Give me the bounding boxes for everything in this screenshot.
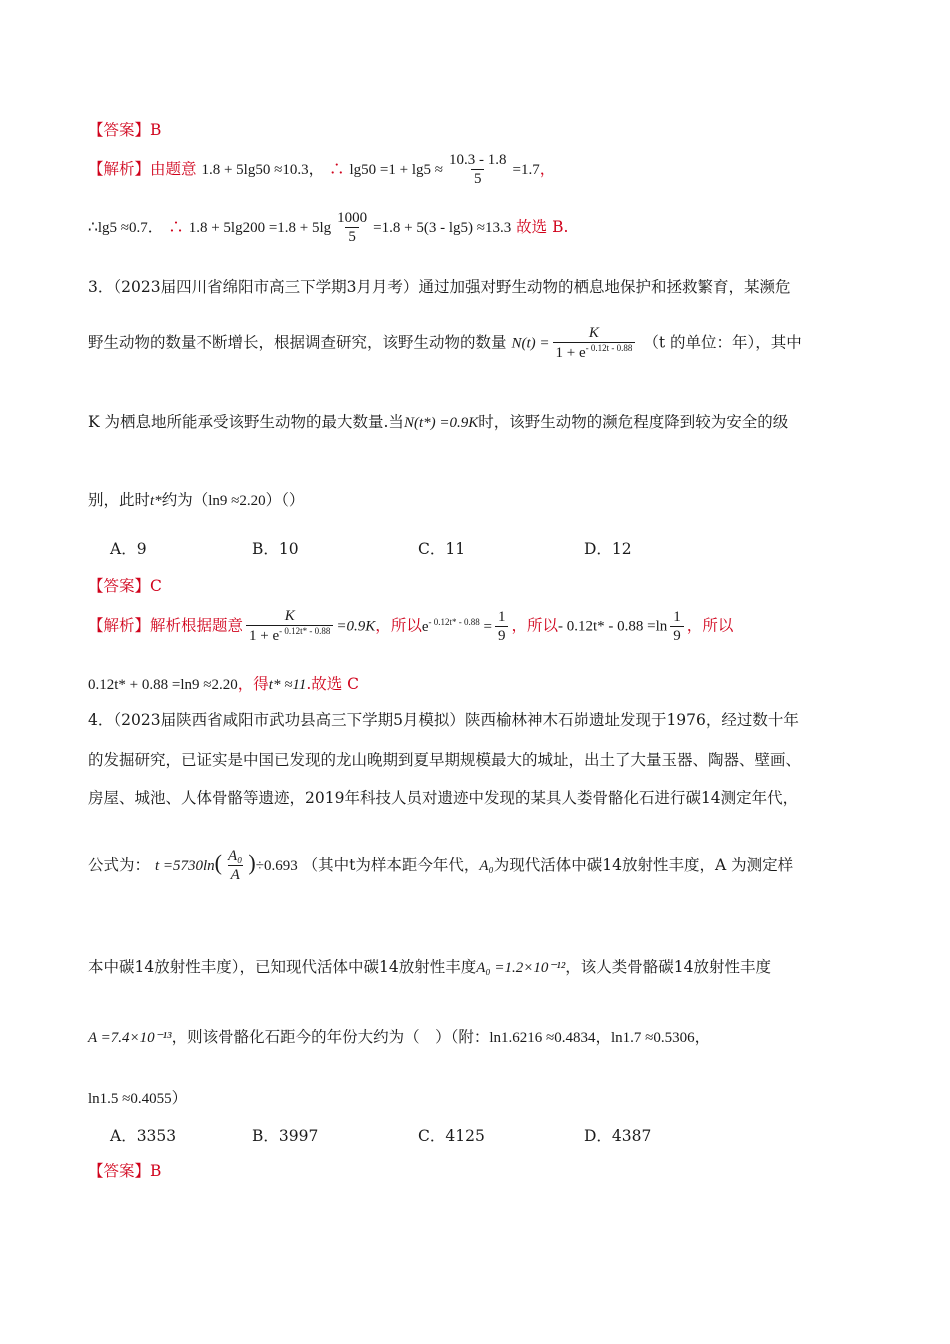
- option-d[interactable]: D．12: [584, 540, 632, 558]
- answer-value: B: [150, 121, 162, 139]
- q4-stem-line3: 房屋、城池、人体骨骼等遗迹，2019年科技人员对遗迹中发现的某具人娄骨骼化石进行碳14测定年代，: [88, 789, 799, 807]
- equation: lg50 =1 + lg5 ≈: [349, 162, 443, 179]
- analysis-intro: 由题意: [150, 160, 197, 179]
- result-word: 得: [253, 675, 269, 693]
- analysis-intro: 解析根据题意: [150, 616, 244, 635]
- formula-right: ÷0.693: [255, 858, 298, 875]
- q3-analysis-cont: 0.12t* + 0.88 =ln9 ≈2.20，得t* ≈11.故选 C: [88, 675, 360, 693]
- equation: - 0.12t* - 0.88 =ln: [558, 618, 668, 635]
- option-d[interactable]: D．4387: [584, 1127, 652, 1145]
- q4-stem-line4: 公式为： t =5730ln( $\frac{\text{A₀}}{A}$ )÷0.693 （其中t为样本距今年代，A₀为现代活体中碳14放射性丰度，A 为测定样: [88, 848, 794, 884]
- q3-stem-line3: [88, 410, 862, 432]
- answer-value: B: [150, 1162, 162, 1180]
- option-a[interactable]: A．3353: [110, 1127, 177, 1145]
- formula-lhs: N(t) =: [511, 335, 550, 352]
- q2-analysis-cont: ∴lg5 ≈0.7． ∴ 1.8 + 5lg200 =1.8 + 5lg $\frac{1000}{5}$ =1.8 + 5(3 - lg5) ≈13.3 故选 B.: [88, 210, 569, 246]
- a0-symbol: A₀: [479, 858, 494, 875]
- fraction: $\frac{10.3 - 1.8}{5}$: [448, 152, 507, 188]
- hint: ln9 ≈2.20: [208, 493, 266, 509]
- question-text: （其中t为样本距今年代，: [302, 856, 480, 875]
- question-text: 陕西榆林神木石峁遗址发现于1976，经过数十年: [464, 711, 799, 729]
- option-c[interactable]: C．4125: [418, 1127, 485, 1145]
- equation: =1.8 + 5(3 - lg5) ≈13.3: [373, 220, 512, 237]
- question-text: K 为栖息地所能承受该野生动物的最大数量.当: [88, 413, 404, 431]
- question-number: 4．: [88, 711, 114, 729]
- equation: =0.9K: [336, 618, 376, 635]
- question-text: 本中碳14放射性丰度），已知现代活体中碳14放射性丰度: [88, 958, 477, 976]
- q3-stem-line1: [88, 275, 862, 297]
- analysis-tag: 【解析】: [88, 616, 151, 635]
- q4-stem-line7: [88, 1086, 862, 1108]
- q3-stem-line2: [88, 325, 862, 362]
- analysis-tag: 【解析】: [88, 160, 151, 179]
- reference-1: ln1.6216 ≈0.4834: [489, 1030, 596, 1046]
- a0-value: A₀ =1.2×10⁻¹²: [476, 960, 566, 976]
- q2-answer: [88, 118, 862, 140]
- so-word: 所以: [526, 616, 558, 635]
- question-text: （t 的单位：年），其中: [643, 333, 802, 352]
- q4-stem-line6: A =7.4×10⁻¹³，则该骨骼化石距今的年份大约为（ ）（附：ln1.6216 ≈0.4834，ln1.7 ≈0.5306，: [88, 1028, 711, 1046]
- reference-2: ln1.7 ≈0.5306: [611, 1030, 695, 1046]
- a-value: A =7.4×10⁻¹³: [88, 1030, 172, 1046]
- fraction: $\frac{1000}{5}$: [337, 210, 368, 246]
- fraction: $\frac{K}{1 + e^{- 0.12t* - 0.88}}$: [246, 608, 333, 645]
- formula-fraction: $\frac{\text{A₀}}{A}$: [228, 848, 243, 884]
- so-word: 所以: [390, 616, 422, 635]
- question-text: ）（）: [265, 491, 305, 509]
- conclusion: .故选 C: [306, 675, 360, 693]
- equation: t* ≈11: [268, 677, 307, 693]
- q4-answer: [88, 1159, 862, 1181]
- option-c[interactable]: C．11: [418, 540, 466, 558]
- equation: =1.7: [512, 162, 540, 179]
- q2-analysis: 【解析】由题意 1.8 + 5lg50 ≈10.3， ∴ lg50 =1 + lg5 ≈ $\frac{10.3 - 1.8}{5}$ =1.7，: [88, 152, 556, 188]
- question-text: ，则该骨骼化石距今的年份大约为（ ）（附：: [171, 1028, 490, 1046]
- fraction: $\frac{1}{9}$: [495, 609, 509, 645]
- question-source: （2023届四川省绵阳市高三下学期3月月考）: [113, 278, 419, 296]
- answer-tag: 【答案】: [88, 577, 151, 595]
- option-b[interactable]: B．10: [252, 540, 299, 558]
- equation: 1.8 + 5lg200 =1.8 + 5lg: [188, 220, 332, 237]
- q3-analysis: 【解析】解析根据题意 $\frac{K}{1 + e^{- 0.12t* - 0.88}}$ =0.9K，所以$e^{- 0.12t* - 0.88}$ = $\frac{1}{9}$ ，所以- 0.12t* - 0.88 =ln $\frac{1}{9}$ ，所以: [88, 608, 734, 645]
- question-text: 时，该野生动物的濒危程度降到较为安全的级: [478, 413, 789, 431]
- conclusion: 故选 B.: [516, 218, 569, 237]
- therefore-symbol: ∴: [168, 218, 184, 237]
- option-b[interactable]: B．3997: [252, 1127, 319, 1145]
- question-text: 约为（: [161, 491, 209, 509]
- answer-value: C: [150, 577, 162, 595]
- q4-stem-line5: [88, 955, 862, 977]
- equation: 1.8 + 5lg50 ≈10.3: [201, 162, 309, 179]
- therefore-symbol: ∴: [88, 218, 98, 237]
- t-star: t*: [150, 493, 162, 509]
- question-text: 为现代活体中碳14放射性丰度，A 为测定样: [493, 856, 794, 875]
- so-word: 所以: [702, 616, 734, 635]
- equation: $e^{- 0.12t* - 0.88}$ =: [421, 616, 492, 635]
- answer-tag: 【答案】: [88, 121, 151, 139]
- question-source: （2023届陕西省咸阳市武功县高三下学期5月模拟）: [113, 711, 465, 729]
- answer-tag: 【答案】: [88, 1162, 151, 1180]
- therefore-symbol: ∴: [329, 160, 345, 179]
- q3-stem-line4: [88, 488, 862, 510]
- question-text: 别，此时: [88, 491, 151, 509]
- q4-stem-line1: [88, 708, 862, 730]
- reference-3: ln1.5 ≈0.4055: [88, 1091, 172, 1107]
- formula-fraction: $\frac{K}{1 + e^{- 0.12t - 0.88}}$: [553, 325, 636, 362]
- option-a[interactable]: A．9: [110, 540, 147, 558]
- equation: 0.12t* + 0.88 =ln9 ≈2.20: [88, 677, 238, 693]
- question-text: ）: [171, 1089, 188, 1107]
- q4-stem-line2: 的发掘研究，已证实是中国已发现的龙山晚期到夏早期规模最大的城址，出土了大量玉器、陶器、壁画、: [88, 751, 802, 769]
- equation: lg5 ≈0.7: [97, 220, 148, 237]
- formula-left: t =5730ln: [154, 858, 215, 875]
- fraction: $\frac{1}{9}$: [670, 609, 684, 645]
- condition: N(t*) =0.9K: [403, 415, 479, 431]
- question-number: 3．: [88, 278, 114, 296]
- question-text: 通过加强对野生动物的栖息地保护和拯救繁育，某濒危: [418, 278, 791, 296]
- q3-answer: [88, 574, 862, 596]
- question-text: 公式为：: [88, 856, 151, 875]
- question-text: ，该人类骨骼碳14放射性丰度: [565, 958, 771, 976]
- question-text: 野生动物的数量不断增长，根据调查研究，该野生动物的数量: [88, 333, 507, 352]
